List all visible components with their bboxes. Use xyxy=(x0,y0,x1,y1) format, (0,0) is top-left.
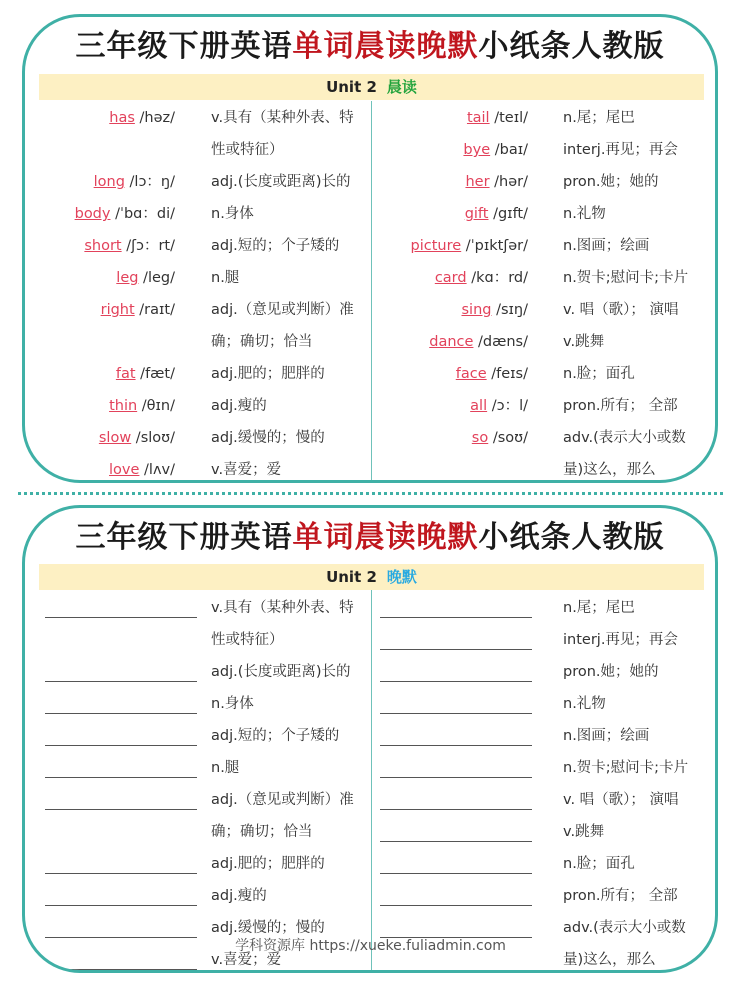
chinese-meaning: 性或特征） xyxy=(211,632,284,648)
vocab-word-row xyxy=(388,263,528,293)
dictation-blank xyxy=(45,617,197,618)
vocab-word-row xyxy=(388,231,528,261)
chinese-meaning: v. 唱（歌）； 演唱 xyxy=(563,792,679,808)
chinese-meaning: 确；确切；恰当 xyxy=(211,334,313,350)
column-divider xyxy=(371,590,372,970)
dictation-blank xyxy=(380,713,532,714)
vocab-word-row xyxy=(35,295,175,325)
phonetic: /ˈpɪktʃər/ xyxy=(461,238,528,254)
chinese-meaning: adj.肥的；肥胖的 xyxy=(211,366,325,382)
vocab-word-row xyxy=(388,391,528,421)
chinese-meaning: adj.瘦的 xyxy=(211,398,267,414)
english-word: sing xyxy=(461,302,492,318)
vocab-word-row xyxy=(388,423,528,453)
english-word: so xyxy=(471,430,489,446)
chinese-meaning: adj.肥的；肥胖的 xyxy=(211,856,325,872)
english-word: her xyxy=(465,174,490,190)
chinese-meaning: v.喜爱；爱 xyxy=(211,952,282,968)
english-word: gift xyxy=(464,206,489,222)
page-title: 三年级下册英语单词晨读晚默小纸条人教版 xyxy=(75,29,665,64)
phonetic: /feɪs/ xyxy=(486,366,528,382)
vocab-word-row xyxy=(35,263,175,293)
phonetic: /hər/ xyxy=(489,174,528,190)
chinese-meaning: adj.瘦的 xyxy=(211,888,267,904)
english-word: body xyxy=(74,206,111,222)
vocab-word-row xyxy=(35,231,175,261)
chinese-meaning: pron.所有； 全部 xyxy=(563,398,678,414)
english-word: card xyxy=(434,270,467,286)
phonetic: /sɪŋ/ xyxy=(491,302,528,318)
phonetic: /ʃɔ：rt/ xyxy=(121,238,175,254)
chinese-meaning: v.具有（某种外表、特 xyxy=(211,110,354,126)
vocab-word-row xyxy=(388,167,528,197)
english-word: dance xyxy=(429,334,474,350)
chinese-meaning: adj.缓慢的；慢的 xyxy=(211,920,325,936)
chinese-meaning: adv.(表示大小或数 xyxy=(563,920,686,936)
english-word: leg xyxy=(116,270,139,286)
page-title: 三年级下册英语单词晨读晚默小纸条人教版 xyxy=(75,520,665,555)
chinese-meaning: n.图画；绘画 xyxy=(563,238,650,254)
english-word: right xyxy=(100,302,135,318)
chinese-meaning: v.具有（某种外表、特 xyxy=(211,600,354,616)
phonetic: /kɑ：rd/ xyxy=(466,270,528,286)
phonetic: /ˈbɑ：di/ xyxy=(110,206,175,222)
vocab-word-row xyxy=(35,391,175,421)
vocab-word-row xyxy=(388,135,528,165)
chinese-meaning: v.喜爱；爱 xyxy=(211,462,282,478)
phonetic: /həz/ xyxy=(134,110,175,126)
dictation-blank xyxy=(45,777,197,778)
unit-header xyxy=(39,564,704,590)
chinese-meaning: n.尾；尾巴 xyxy=(563,600,635,616)
phonetic: /sloʊ/ xyxy=(131,430,175,446)
chinese-meaning: v.跳舞 xyxy=(563,824,605,840)
english-word: love xyxy=(109,462,140,478)
english-word: picture xyxy=(410,238,462,254)
chinese-meaning: v. 唱（歌）； 演唱 xyxy=(563,302,679,318)
english-word: all xyxy=(470,398,488,414)
cut-line xyxy=(18,492,723,495)
dictation-blank xyxy=(45,905,197,906)
chinese-meaning: adv.(表示大小或数 xyxy=(563,430,686,446)
chinese-meaning: adj.短的；个子矮的 xyxy=(211,238,340,254)
dictation-blank xyxy=(380,617,532,618)
dictation-blank xyxy=(380,649,532,650)
chinese-meaning: n.礼物 xyxy=(563,696,606,712)
chinese-meaning: 性或特征） xyxy=(211,142,284,158)
chinese-meaning: pron.她；她的 xyxy=(563,664,659,680)
english-word: tail xyxy=(466,110,490,126)
phonetic: /gɪft/ xyxy=(488,206,528,222)
chinese-meaning: n.身体 xyxy=(211,206,254,222)
english-word: long xyxy=(93,174,125,190)
chinese-meaning: pron.所有； 全部 xyxy=(563,888,678,904)
chinese-meaning: pron.她；她的 xyxy=(563,174,659,190)
chinese-meaning: interj.再见；再会 xyxy=(563,632,678,648)
dictation-blank xyxy=(380,745,532,746)
phonetic: /θɪn/ xyxy=(137,398,175,414)
vocab-word-row xyxy=(35,167,175,197)
chinese-meaning: adj.缓慢的；慢的 xyxy=(211,430,325,446)
dictation-blank xyxy=(45,873,197,874)
phonetic: /dæns/ xyxy=(473,334,528,350)
phonetic: /leg/ xyxy=(138,270,175,286)
chinese-meaning: n.礼物 xyxy=(563,206,606,222)
dictation-blank xyxy=(380,809,532,810)
english-word: thin xyxy=(109,398,138,414)
english-word: has xyxy=(109,110,135,126)
phonetic: /teɪl/ xyxy=(489,110,528,126)
chinese-meaning: n.尾；尾巴 xyxy=(563,110,635,126)
vocab-word-row xyxy=(35,199,175,229)
phonetic: /raɪt/ xyxy=(134,302,175,318)
vocab-word-row xyxy=(388,295,528,325)
phonetic: /ɔ：l/ xyxy=(487,398,528,414)
dictation-blank xyxy=(380,777,532,778)
chinese-meaning: 量)这么，那么 xyxy=(563,462,656,478)
dictation-blank xyxy=(380,681,532,682)
chinese-meaning: adj.短的；个子矮的 xyxy=(211,728,340,744)
chinese-meaning: n.腿 xyxy=(211,270,240,286)
column-divider xyxy=(371,101,372,480)
dictation-blank xyxy=(380,841,532,842)
dictation-blank xyxy=(45,745,197,746)
unit-label: Unit 2 xyxy=(326,568,377,586)
phonetic: /baɪ/ xyxy=(490,142,528,158)
chinese-meaning: n.脸；面孔 xyxy=(563,366,635,382)
phonetic: /lʌv/ xyxy=(139,462,175,478)
vocab-word-row xyxy=(35,359,175,389)
chinese-meaning: 量)这么，那么 xyxy=(563,952,656,968)
dictation-blank xyxy=(45,681,197,682)
vocab-word-row xyxy=(388,327,528,357)
watermark: 学科资源库 https://xueke.fuliadmin.com xyxy=(235,938,506,954)
dictation-blank xyxy=(45,713,197,714)
unit-label: Unit 2 xyxy=(326,78,377,96)
unit-header xyxy=(39,74,704,100)
chinese-meaning: n.图画；绘画 xyxy=(563,728,650,744)
chinese-meaning: adj.(长度或距离)长的 xyxy=(211,664,351,680)
dictation-blank xyxy=(45,969,197,970)
chinese-meaning: n.腿 xyxy=(211,760,240,776)
phonetic: /fæt/ xyxy=(135,366,175,382)
morning-reading-card xyxy=(22,14,718,483)
dictation-blank xyxy=(380,873,532,874)
chinese-meaning: n.脸；面孔 xyxy=(563,856,635,872)
chinese-meaning: n.贺卡;慰问卡;卡片 xyxy=(563,270,689,286)
english-word: slow xyxy=(98,430,132,446)
dictation-blank xyxy=(380,905,532,906)
vocab-word-row xyxy=(388,359,528,389)
morning-reading-tag: 晨读 xyxy=(386,78,417,96)
english-word: face xyxy=(455,366,487,382)
vocab-word-row xyxy=(35,455,175,483)
evening-dictation-card xyxy=(22,505,718,973)
english-word: short xyxy=(84,238,122,254)
chinese-meaning: 确；确切；恰当 xyxy=(211,824,313,840)
english-word: fat xyxy=(115,366,136,382)
vocab-word-row xyxy=(35,423,175,453)
vocab-word-row xyxy=(388,103,528,133)
chinese-meaning: n.贺卡;慰问卡;卡片 xyxy=(563,760,689,776)
dictation-blank xyxy=(45,809,197,810)
chinese-meaning: v.跳舞 xyxy=(563,334,605,350)
vocab-word-row xyxy=(388,199,528,229)
vocab-word-row xyxy=(35,103,175,133)
english-word: bye xyxy=(463,142,491,158)
phonetic: /lɔ：ŋ/ xyxy=(124,174,175,190)
chinese-meaning: adj.（意见或判断）准 xyxy=(211,302,354,318)
phonetic: /soʊ/ xyxy=(488,430,528,446)
evening-dictation-tag: 晚默 xyxy=(386,568,417,586)
chinese-meaning: interj.再见；再会 xyxy=(563,142,678,158)
chinese-meaning: adj.(长度或距离)长的 xyxy=(211,174,351,190)
chinese-meaning: n.身体 xyxy=(211,696,254,712)
chinese-meaning: adj.（意见或判断）准 xyxy=(211,792,354,808)
